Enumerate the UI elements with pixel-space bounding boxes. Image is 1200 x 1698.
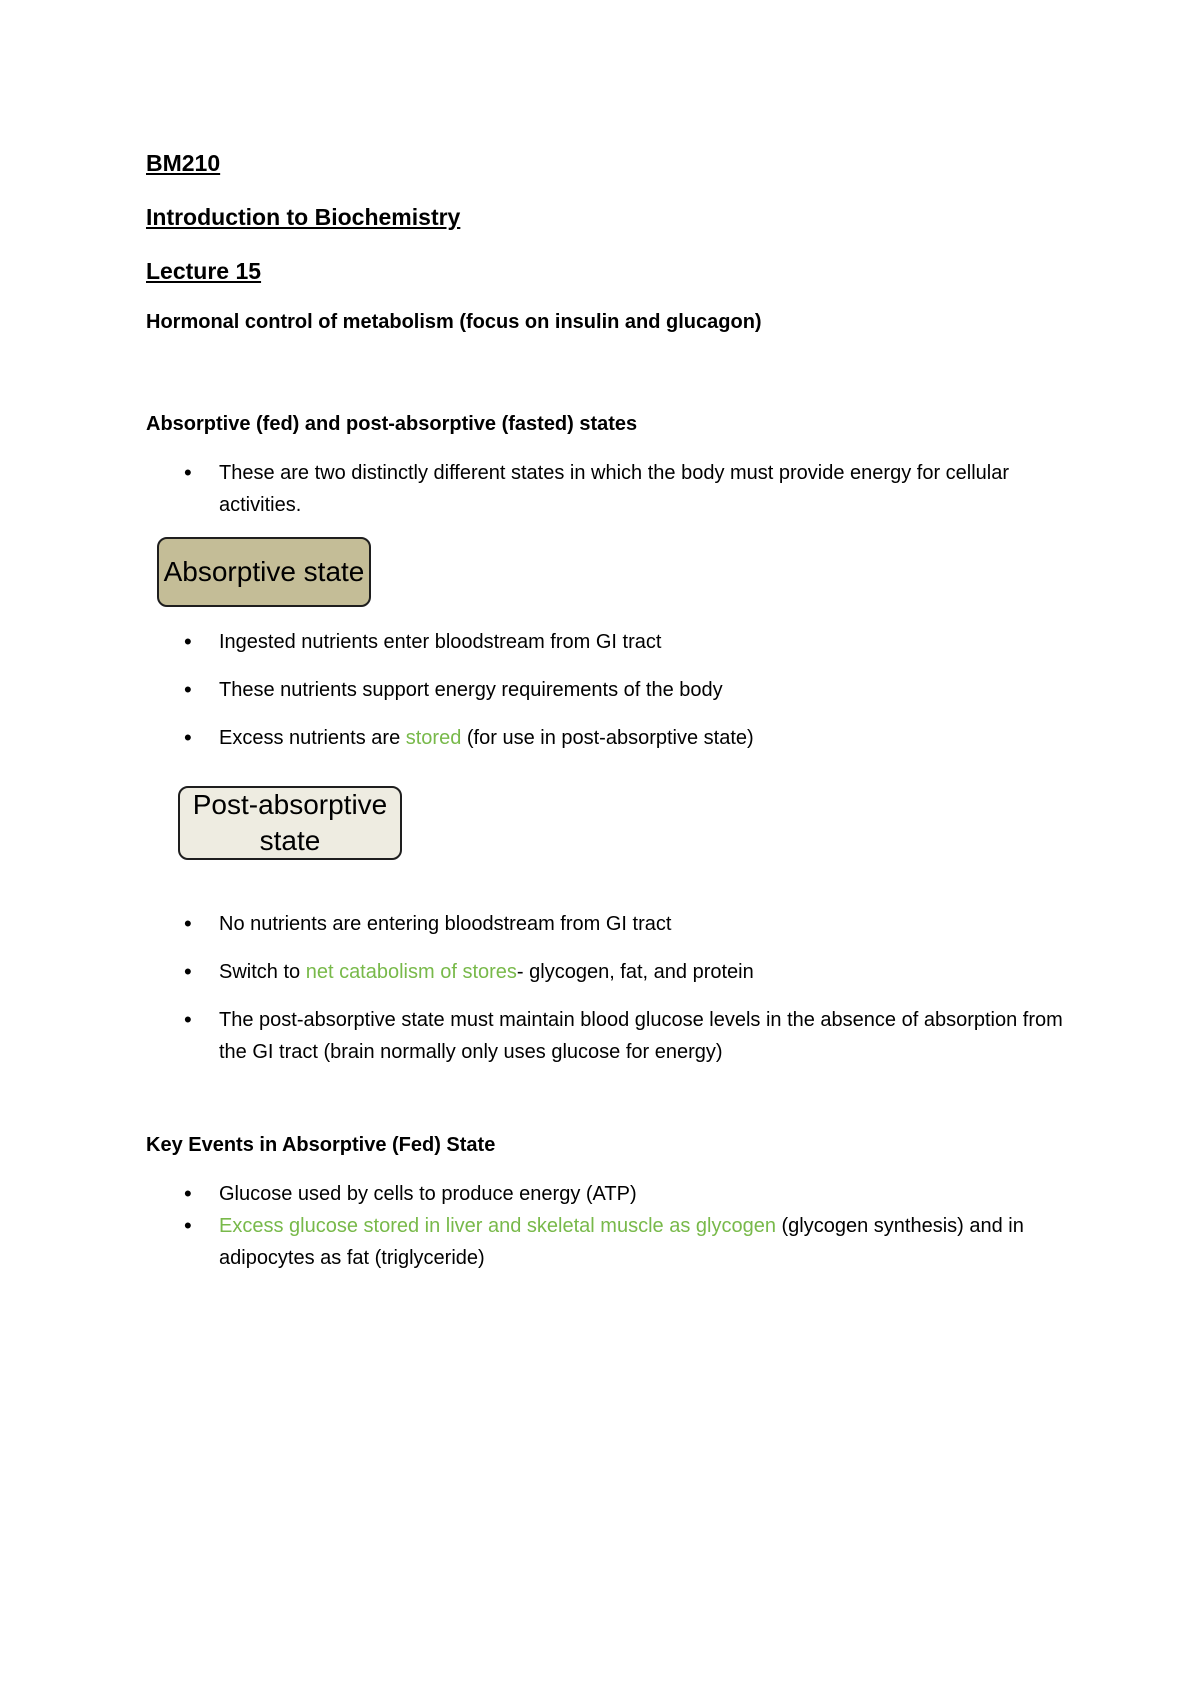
bullet-text: No nutrients are entering bloodstream from GI tract [219,913,672,935]
bullet-icon: • [184,911,192,936]
bullet-text: These are two distinctly different states in which the body must provide energy for cellular activities. [219,462,1010,516]
section-heading-states: Absorptive (fed) and post-absorptive (fasted) states [146,413,638,435]
bullet-icon: • [184,1007,192,1032]
course-code: BM210 [146,150,221,176]
bullet-text-part: (for use in post-absorptive state) [461,727,754,749]
bullet-text-part: Switch to [219,961,306,983]
course-title: Introduction to Biochemistry [146,204,461,230]
absorptive-state-box [157,537,371,607]
absorptive-state-label: Absorptive state [163,556,365,587]
bullet-text [219,1210,1064,1274]
highlight-net-catabolism: net catabolism of stores [305,961,517,983]
bullet-icon: • [184,1181,192,1206]
post-absorptive-state-box [178,786,402,860]
bullet-icon: • [184,629,192,654]
post-absorptive-label-line2: state [259,825,321,856]
bullet-text: Glucose used by cells to produce energy (ATP) [219,1183,637,1205]
highlight-excess-glucose: Excess glucose stored in liver and skeletal muscle as glycogen [219,1215,776,1237]
bullet-icon: • [184,1213,192,1238]
bullet-icon: • [184,677,192,702]
bullet-text: Ingested nutrients enter bloodstream from GI tract [219,631,662,653]
bullet-text: The post-absorptive state must maintain blood glucose levels in the absence of absorption from the GI tract (brain normally only uses glucose for energy) [219,1009,1063,1063]
bullet-icon: • [184,725,192,750]
lecture-topic: Hormonal control of metabolism (focus on insulin and glucagon) [146,311,762,333]
post-absorptive-state-label [193,787,388,859]
highlight-stored: stored [405,727,462,749]
bullet-text-part: Excess nutrients are [219,727,406,749]
bullet-text [219,722,1064,754]
bullet-text [219,956,1064,988]
bullet-icon: • [184,460,192,485]
bullet-text-part: - glycogen, fat, and protein [516,961,754,983]
bullet-icon: • [184,959,192,984]
bullet-text: These nutrients support energy requirements of the body [219,679,723,701]
section-heading-key-events: Key Events in Absorptive (Fed) State [146,1134,496,1156]
bullet-text-part: (glycogen synthesis) and in adipocytes as fat (triglyceride) [219,1215,1024,1269]
post-absorptive-label-line1: Post-absorptive [192,789,388,820]
lecture-number: Lecture 15 [146,258,262,284]
